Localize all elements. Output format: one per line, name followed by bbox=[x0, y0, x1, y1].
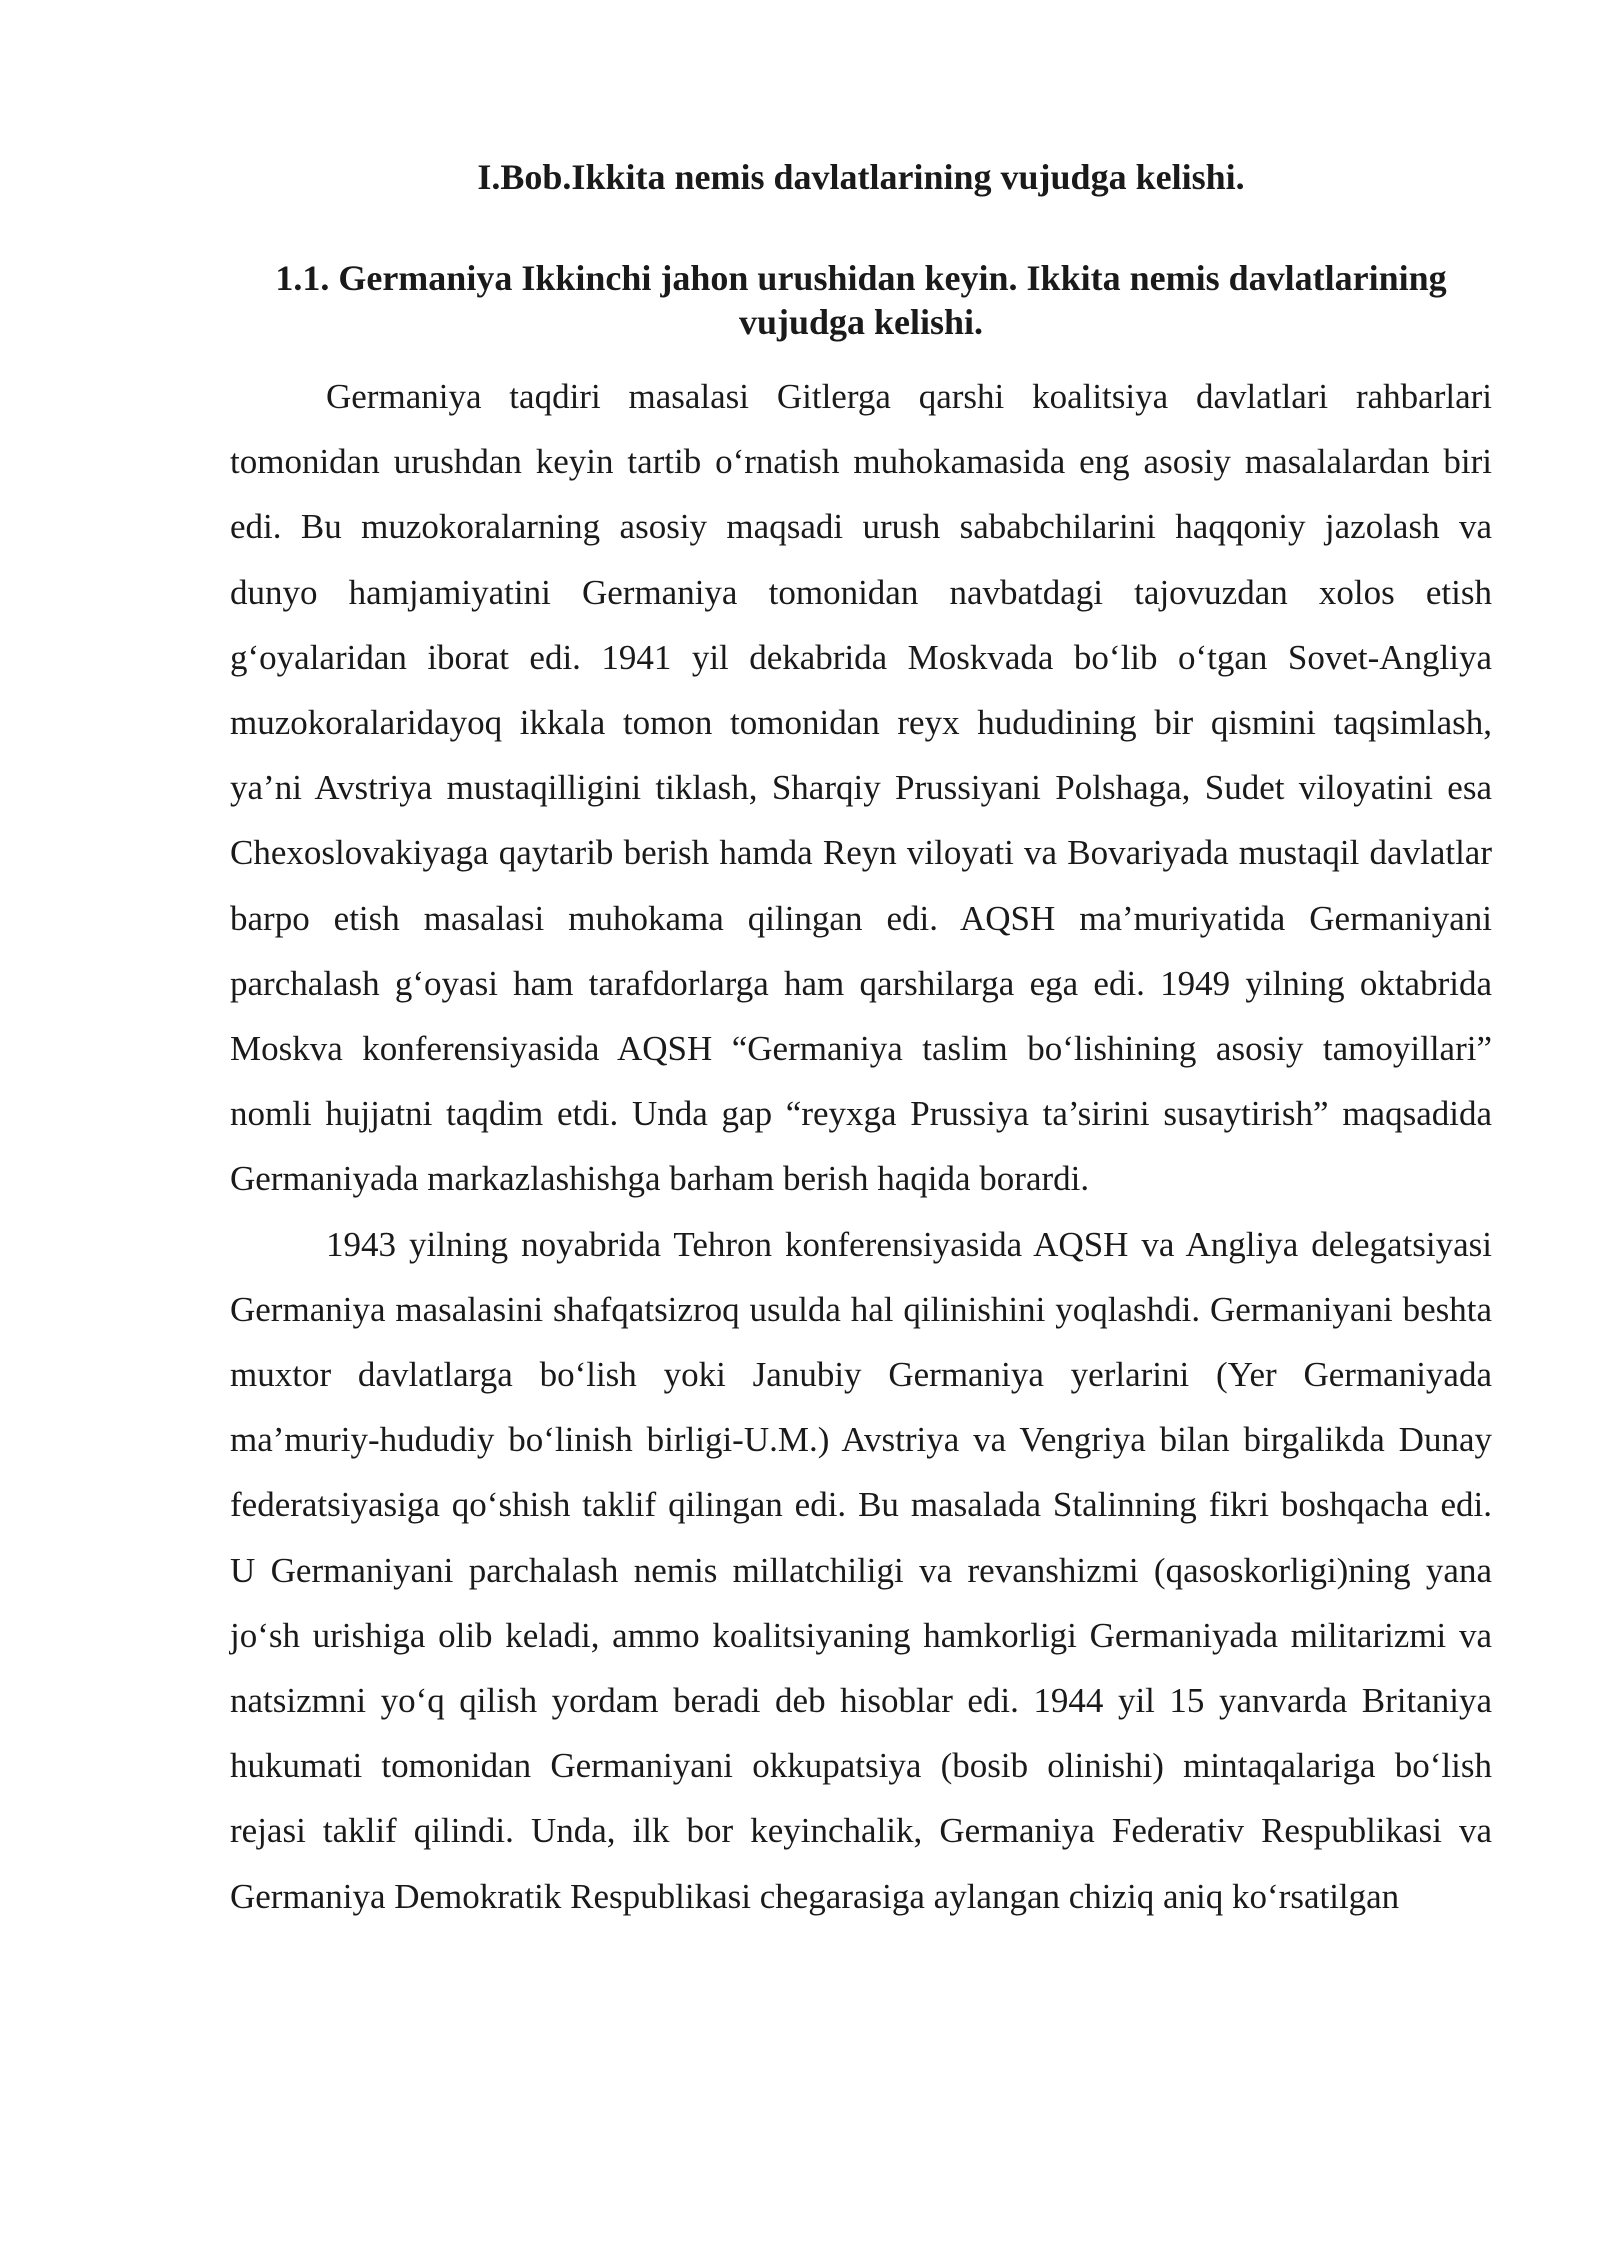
paragraph: Germaniya taqdiri masalasi Gitlerga qarshi koalitsiya davlatlari rahbarlari tomonidan urushdan keyin tartib o‘rnatish muhokamasida eng asosiy masalalardan biri edi. Bu muzokoralarning asosiy maqsadi urush sababchilarini haqqoniy jazolash va dunyo hamjamiyatini Germaniya tomonidan navbatdagi tajovuzdan xolos etish g‘oyalaridan iborat edi. 1941 yil dekabrida Moskvada bo‘lib o‘tgan Sovet-Angliya muzokoralaridayoq ikkala tomon tomonidan reyx hududining bir qismini taqsimlash, ya’ni Avstriya mustaqilligini tiklash, Sharqiy Prussiyani Polshaga, Sudet viloyatini esa Chexoslovakiyaga qaytarib berish hamda Reyn viloyati va Bovariyada mustaqil davlatlar barpo etish masalasi muhokama qilingan edi. AQSH ma’muriyatida Germaniyani parchalash g‘oyasi ham tarafdorlarga ham qarshilarga ega edi. 1949 yilning oktabrida Moskva konferensiyasida AQSH “Germaniya taslim bo‘lishining asosiy tamoyillari” nomli hujjatni taqdim etdi. Unda gap “reyxga Prussiya ta’sirini susaytirish” maqsadida Germaniyada markazlashishga barham berish haqida borardi. bbox=[230, 377, 1492, 1199]
document-page bbox=[230, 150, 1492, 1929]
chapter-title: I.Bob.Ikkita nemis davlatlarining vujudga kelishi. bbox=[477, 157, 1245, 197]
paragraph: 1943 yilning noyabrida Tehron konferensiyasida AQSH va Angliya delegatsiyasi Germaniya masalasini shafqatsizroq usulda hal qilinishini yoqlashdi. Germaniyani beshta muxtor davlatlarga bo‘lish yoki Janubiy Germaniya yerlarini (Yer Germaniyada ma’muriy-hududiy bo‘linish birligi-U.M.) Avstriya va Vengriya bilan birgalikda Dunay federatsiyasiga qo‘shish taklif qilingan edi. Bu masalada Stalinning fikri boshqacha edi. U Germaniyani parchalash nemis millatchiligi va revanshizmi (qasoskorligi)ning yana jo‘sh urishiga olib keladi, ammo koalitsiyaning hamkorligi Germaniyada militarizmi va natsizmni yo‘q qilish yordam beradi deb hisoblar edi. 1944 yil 15 yanvarda Britaniya hukumati tomonidan Germaniyani okkupatsiya (bosib olinishi) mintaqalariga bo‘lish rejasi taklif qilindi. Unda, ilk bor keyinchalik, Germaniya Federativ Respublikasi va Germaniya Demokratik Respublikasi chegarasiga aylangan chiziq aniq ko‘rsatilgan bbox=[230, 1224, 1492, 1916]
body-text bbox=[230, 364, 1492, 1929]
section-title: 1.1. Germaniya Ikkinchi jahon urushidan keyin. Ikkita nemis davlatlarining vujudga kelishi. bbox=[275, 258, 1447, 342]
